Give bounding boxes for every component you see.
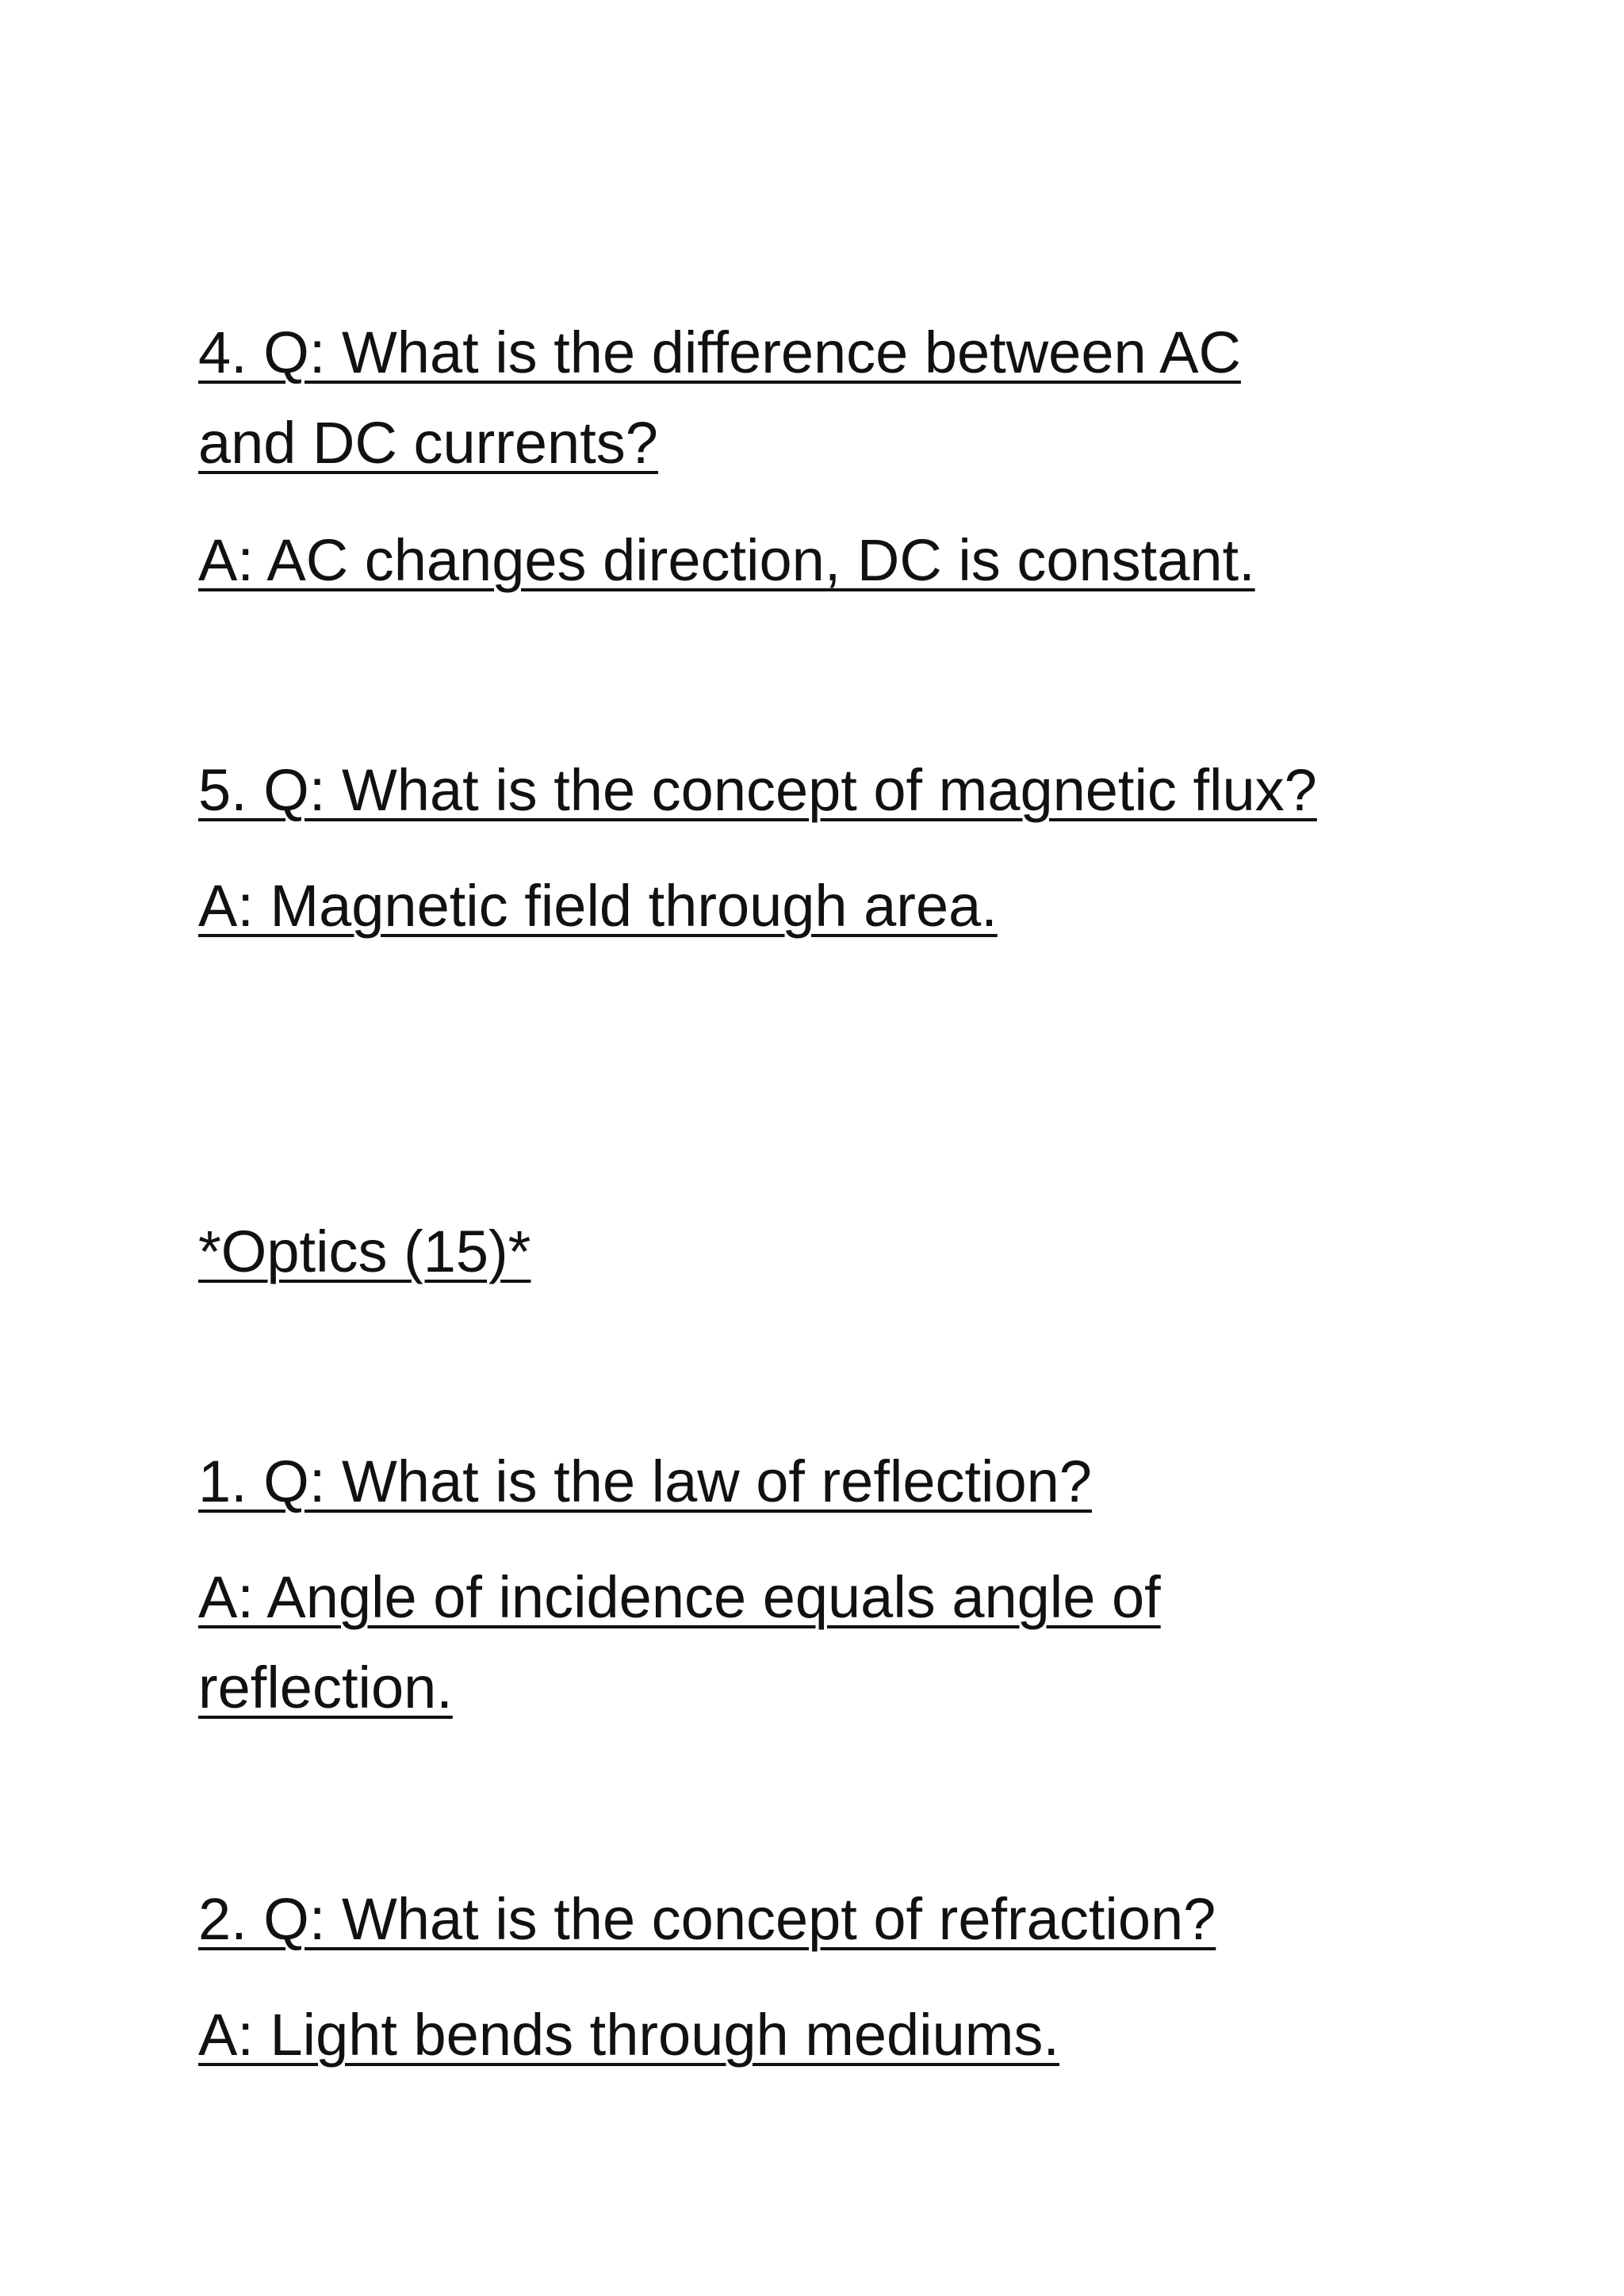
- optics-answer-2: A: Light bends through mediums.: [198, 2002, 1059, 2068]
- answer-4: A: AC changes direction, DC is constant.: [198, 527, 1255, 593]
- optics-question-1: 1. Q: What is the law of reflection?: [198, 1448, 1092, 1514]
- optics-question-2: 2. Q: What is the concept of refraction?: [198, 1886, 1216, 1952]
- optics-answer-1-line-1: A: Angle of incidence equals angle of: [198, 1564, 1161, 1630]
- optics-answer-1-line-2: reflection.: [198, 1655, 453, 1720]
- answer-5: A: Magnetic field through area.: [198, 873, 998, 939]
- question-5: 5. Q: What is the concept of magnetic flux?: [198, 757, 1317, 823]
- question-4-line-2: and DC currents?: [198, 410, 658, 476]
- section-heading-optics: *Optics (15)*: [198, 1219, 531, 1284]
- question-4-line-1: 4. Q: What is the difference between AC: [198, 320, 1241, 385]
